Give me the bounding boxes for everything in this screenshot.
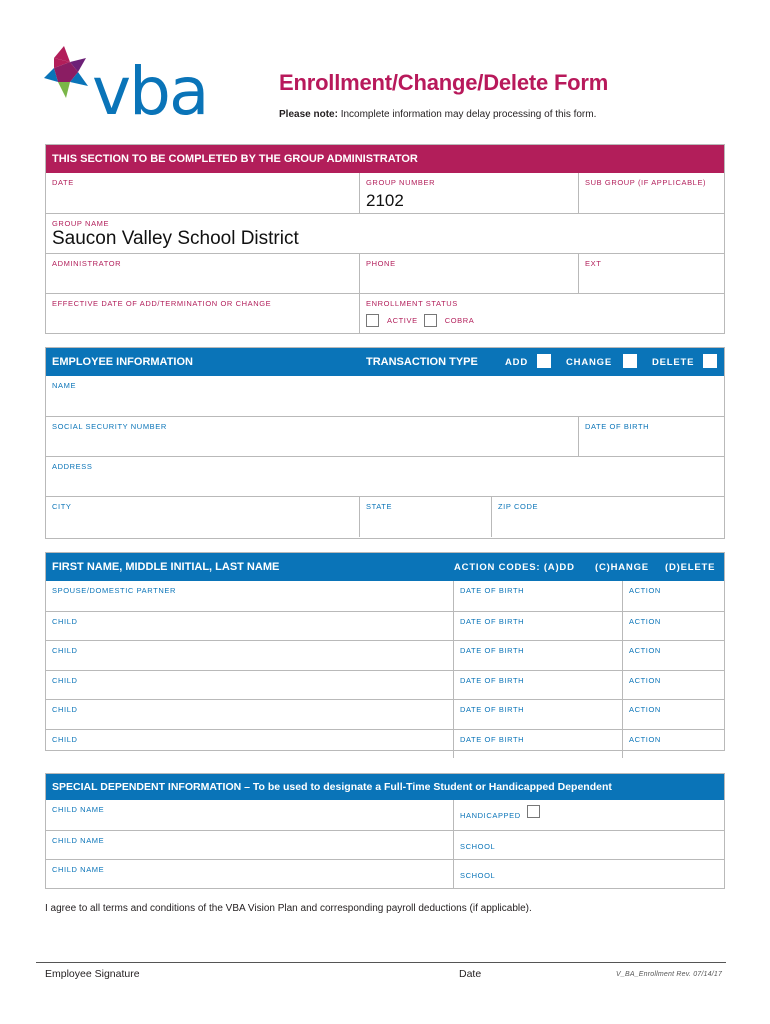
dependent-type-label: SPOUSE/DOMESTIC PARTNER	[52, 586, 176, 595]
action-label: ACTION	[629, 675, 661, 685]
dependent-action-field[interactable]	[622, 730, 724, 759]
dependent-dob-field[interactable]	[453, 612, 622, 641]
employee-section	[45, 347, 725, 539]
dependent-row	[46, 699, 724, 729]
dependents-header: FIRST NAME, MIDDLE INITIAL, LAST NAME ACTION CODES: (A)DD (C)HANGE (D)ELETE	[46, 553, 724, 581]
dependent-row	[46, 581, 724, 611]
special-dependent-row	[46, 830, 724, 860]
dependent-type-label: CHILD	[52, 675, 78, 685]
signature-date-label: Date	[459, 968, 482, 980]
action-label: ACTION	[629, 646, 661, 655]
child-name-field[interactable]	[46, 800, 453, 830]
active-label: ACTIVE	[387, 316, 418, 325]
dependent-dob-field[interactable]	[453, 730, 622, 759]
special-dependent-row	[46, 800, 724, 830]
dependent-action-field[interactable]	[622, 581, 724, 611]
transaction-type-label: TRANSACTION TYPE	[366, 356, 478, 368]
special-dependent-row	[46, 859, 724, 889]
school-label: SCHOOL	[460, 841, 496, 851]
dependent-dob-field[interactable]	[453, 671, 622, 700]
dependent-name-field[interactable]	[46, 612, 453, 641]
dob-label: DATE OF BIRTH	[460, 616, 525, 626]
dependent-action-field[interactable]	[622, 671, 724, 700]
dependent-row	[46, 640, 724, 670]
star-icon	[44, 46, 88, 98]
group-admin-header: THIS SECTION TO BE COMPLETED BY THE GROUP ADMINISTRATOR	[46, 145, 724, 173]
group-number-field[interactable]: GROUP NUMBER 2102	[359, 173, 578, 213]
child-name-field[interactable]	[46, 860, 453, 889]
dependent-dob-field[interactable]	[453, 700, 622, 729]
group-name-value: Saucon Valley School District	[52, 228, 299, 249]
group-name-field[interactable]: GROUP NAME Saucon Valley School District	[46, 214, 724, 253]
dependent-row	[46, 611, 724, 641]
dependent-dob-field[interactable]	[453, 581, 622, 611]
administrator-field[interactable]: ADMINISTRATOR	[52, 259, 122, 268]
zip-field[interactable]: ZIP CODE	[491, 497, 724, 537]
dependent-name-field[interactable]	[46, 641, 453, 670]
dob-label: DATE OF BIRTH	[460, 675, 525, 685]
change-checkbox[interactable]	[623, 354, 637, 368]
dependent-row	[46, 670, 724, 700]
signature-line[interactable]	[36, 962, 726, 963]
handicapped-label: HANDICAPPED	[460, 811, 521, 820]
dependents-section	[45, 552, 725, 751]
employee-name-field[interactable]: NAME	[52, 381, 77, 390]
group-number-value: 2102	[366, 191, 404, 210]
form-note: Please note: Incomplete information may delay processing of this form.	[279, 109, 597, 120]
employee-header: EMPLOYEE INFORMATION TRANSACTION TYPE ADD CHANGE DELETE	[46, 348, 724, 376]
state-field[interactable]: STATE	[359, 497, 491, 537]
dependent-action-field[interactable]	[622, 612, 724, 641]
form-title: Enrollment/Change/Delete Form	[279, 70, 609, 95]
child-name-label: CHILD NAME	[52, 865, 105, 874]
group-admin-section	[45, 144, 725, 334]
action-label: ACTION	[629, 734, 661, 744]
ext-field[interactable]: EXT	[578, 254, 724, 293]
dependent-action-field[interactable]	[622, 641, 724, 670]
special-dependent-header: SPECIAL DEPENDENT INFORMATION – To be used to designate a Full-Time Student or Handicapped Dependent	[46, 774, 724, 800]
dob-label: DATE OF BIRTH	[460, 734, 525, 744]
dependent-type-label: CHILD	[52, 616, 78, 626]
school-field[interactable]	[453, 860, 724, 889]
ssn-field[interactable]: SOCIAL SECURITY NUMBER	[52, 422, 167, 431]
dependent-dob-field[interactable]	[453, 641, 622, 670]
dependent-name-field[interactable]	[46, 671, 453, 700]
dependent-row	[46, 729, 724, 759]
handicapped-checkbox[interactable]	[527, 805, 540, 818]
dependent-type-label: CHILD	[52, 646, 78, 655]
phone-field[interactable]: PHONE	[359, 254, 578, 293]
cobra-label: COBRA	[444, 316, 475, 325]
child-name-field[interactable]	[46, 831, 453, 860]
revision-text: V_BA_Enrollment Rev. 07/14/17	[616, 971, 723, 978]
date-field[interactable]: DATE	[52, 178, 74, 187]
dependent-type-label: CHILD	[52, 705, 78, 714]
dependent-name-field[interactable]	[46, 730, 453, 759]
enrollment-status-field: ENROLLMENT STATUS ACTIVE COBRA	[359, 294, 724, 333]
child-name-label: CHILD NAME	[52, 805, 105, 814]
dependents-rows	[46, 581, 724, 758]
address-field[interactable]: ADDRESS	[52, 462, 93, 471]
action-label: ACTION	[629, 586, 661, 595]
handicapped-field[interactable]	[453, 800, 724, 830]
school-label: SCHOOL	[460, 871, 496, 880]
dependent-action-field[interactable]	[622, 700, 724, 729]
consent-text: I agree to all terms and conditions of the VBA Vision Plan and corresponding payroll deductions (if applicable).	[45, 903, 532, 914]
dob-label: DATE OF BIRTH	[460, 646, 525, 655]
special-dependent-rows	[46, 800, 724, 889]
active-checkbox[interactable]	[366, 314, 379, 327]
action-label: ACTION	[629, 616, 661, 626]
sub-group-field[interactable]: SUB GROUP (IF APPLICABLE)	[578, 173, 724, 213]
employee-signature-label: Employee Signature	[45, 968, 140, 980]
vba-logo	[40, 38, 245, 126]
dob-label: DATE OF BIRTH	[460, 705, 525, 714]
city-field[interactable]: CITY	[52, 502, 72, 511]
special-dependent-section	[45, 773, 725, 889]
school-field[interactable]	[453, 831, 724, 860]
add-checkbox[interactable]	[537, 354, 551, 368]
effective-date-field[interactable]: EFFECTIVE DATE OF ADD/TERMINATION OR CHANGE	[52, 299, 272, 308]
dependent-type-label: CHILD	[52, 734, 78, 744]
dob-label: DATE OF BIRTH	[460, 586, 525, 595]
dependent-name-field[interactable]	[46, 700, 453, 729]
employee-dob-field[interactable]: DATE OF BIRTH	[578, 417, 724, 456]
dependent-name-field[interactable]	[46, 581, 453, 611]
cobra-checkbox[interactable]	[424, 314, 437, 327]
action-label: ACTION	[629, 705, 661, 714]
delete-checkbox[interactable]	[703, 354, 717, 368]
logo-text: vba	[92, 53, 208, 126]
child-name-label: CHILD NAME	[52, 835, 105, 845]
